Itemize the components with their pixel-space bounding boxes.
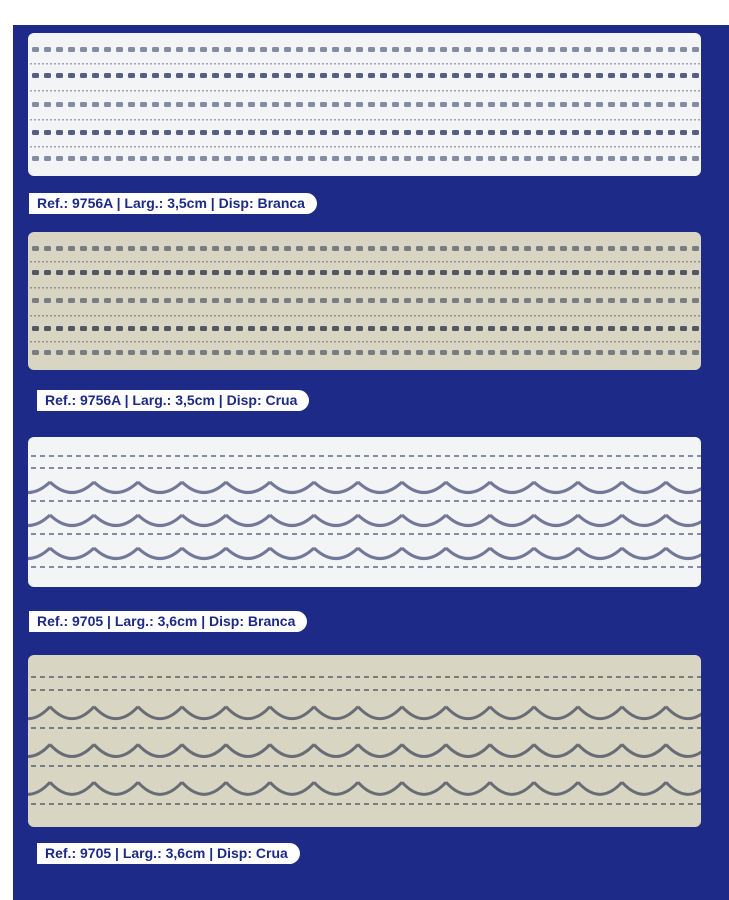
lace-texture bbox=[28, 33, 701, 176]
lace-sample-9705-branca bbox=[28, 437, 701, 587]
lace-texture bbox=[28, 232, 701, 370]
lace-sample-9705-crua bbox=[28, 655, 701, 827]
product-label-9705-crua: Ref.: 9705 | Larg.: 3,6cm | Disp: Crua bbox=[37, 843, 300, 864]
lace-sample-9756a-crua bbox=[28, 232, 701, 370]
product-label-9705-branca: Ref.: 9705 | Larg.: 3,6cm | Disp: Branca bbox=[29, 611, 307, 632]
lace-sample-9756a-branca bbox=[28, 33, 701, 176]
lace-texture bbox=[28, 655, 701, 827]
lace-texture bbox=[28, 437, 701, 587]
product-label-9756a-crua: Ref.: 9756A | Larg.: 3,5cm | Disp: Crua bbox=[37, 390, 309, 411]
product-label-9756a-branca: Ref.: 9756A | Larg.: 3,5cm | Disp: Branca bbox=[29, 193, 317, 214]
